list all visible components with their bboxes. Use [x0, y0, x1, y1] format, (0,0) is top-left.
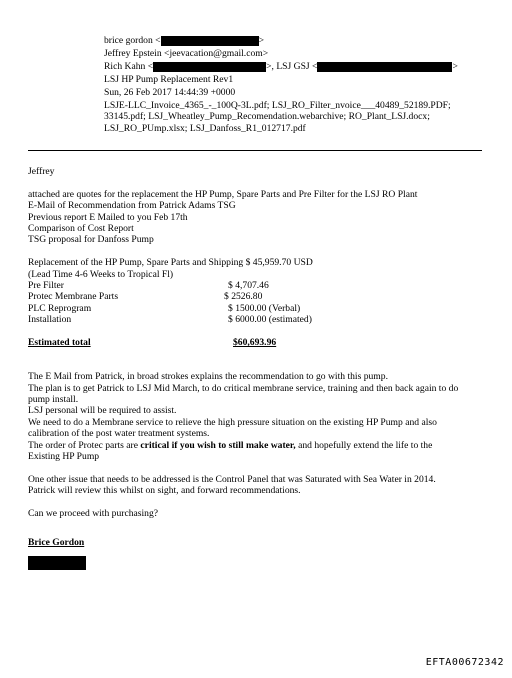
plan-line: pump install.	[28, 394, 79, 406]
question: Can we proceed with purchasing?	[28, 508, 159, 520]
estimated-total-label: Estimated total	[28, 337, 91, 349]
intro-line: Previous report E Mailed to you Feb 17th	[28, 211, 188, 223]
cost-amount: $ 1500.00 (Verbal)	[228, 302, 301, 314]
subject-value: LSJ HP Pump Replacement Rev1	[104, 74, 234, 85]
redaction-box	[161, 36, 259, 46]
control-line: Patrick will review this whilst on sight, and forward recommendations.	[28, 485, 301, 497]
control-line: One other issue that needs to be addressed is the Control Panel that was Saturated with Sea Water in 2014.	[28, 473, 436, 485]
from-value: brice gordon < >	[104, 35, 264, 46]
bates-number: EFTA00672342	[425, 656, 504, 668]
spacer	[28, 360, 498, 371]
cost-table	[28, 280, 498, 337]
order-line-2: Existing HP Pump	[28, 451, 100, 463]
cost-label: Pre Filter	[28, 280, 64, 292]
cost-row	[28, 280, 388, 291]
cc-value: Rich Kahn < >, LSJ GSJ < >	[104, 61, 458, 72]
cost-amount: $ 6000.00 (estimated)	[228, 314, 312, 326]
cost-label: PLC Reprogram	[28, 302, 92, 314]
attachment-line: 33145.pdf; LSJ_Wheatley_Pump_Recomendation.webarchive; RO_Plant_LSJ.docx;	[104, 111, 430, 123]
cost-label: Protec Membrane Parts	[28, 291, 119, 303]
estimated-total-amount: $60,693.96	[233, 337, 277, 349]
lead-time: (Lead Time 4-6 Weeks to Tropical Fl)	[28, 268, 174, 280]
redaction-box	[153, 62, 266, 72]
intro-paragraph	[28, 189, 498, 246]
email-body	[28, 166, 498, 570]
cost-row	[28, 291, 388, 302]
cost-section	[28, 257, 498, 348]
plan-paragraph	[28, 371, 498, 462]
plan-line: calibration of the post water treatment systems.	[28, 428, 210, 440]
redaction-box	[317, 62, 452, 72]
header-divider	[28, 150, 482, 151]
plan-line: We need to do a Membrane service to relieve the high pressure situation on the existing HP Pump and also	[28, 416, 437, 428]
intro-line: E-Mail of Recommendation from Patrick Adams TSG	[28, 200, 236, 212]
intro-line: TSG proposal for Danfoss Pump	[28, 234, 154, 246]
control-panel-paragraph	[28, 474, 498, 497]
signature-name: Brice Gordon	[28, 536, 85, 548]
greeting: Jeffrey	[28, 166, 55, 177]
intro-line: attached are quotes for the replacement the HP Pump, Spare Parts and Pre Filter for the LSJ RO Plant	[28, 188, 418, 200]
attachment-line: LSJ_RO_PUmp.xlsx; LSJ_Danfoss_R1_012717.pdf	[104, 122, 306, 134]
cost-amount: $ 2526.80	[224, 291, 263, 303]
cost-amount: $ 4,707.46	[228, 280, 269, 292]
estimated-total-row	[28, 337, 498, 348]
plan-line: LSJ personal will be required to assist.	[28, 405, 177, 417]
intro-line: Comparison of Cost Report	[28, 223, 134, 235]
order-emphasis: critical if you wish to still make water,	[140, 439, 296, 451]
cost-label: Installation	[28, 314, 72, 326]
redaction-box	[28, 556, 86, 570]
attachments-list	[104, 100, 504, 134]
plan-line: The E Mail from Patrick, in broad strokes explains the recommendation to go with this pump.	[28, 371, 388, 383]
to-value: Jeffrey Epstein <jeevacation@gmail.com>	[104, 48, 269, 59]
email-header	[0, 0, 512, 150]
cost-row	[28, 314, 388, 325]
order-line: The order of Protec parts are critical if you wish to still make water, and hopefully extend the life to the	[28, 439, 433, 451]
replacement-line: Replacement of the HP Pump, Spare Parts and Shipping $ 45,959.70 USD	[28, 257, 313, 269]
date-value: Sun, 26 Feb 2017 14:44:39 +0000	[104, 87, 236, 98]
cost-row	[28, 303, 388, 314]
attachment-line: LSJE-LLC_Invoice_4365_-_100Q-3L.pdf; LSJ_RO_Filter_nvoice___40489_52189.PDF;	[104, 100, 451, 111]
plan-line: The plan is to get Patrick to LSJ Mid March, to do critical membrane service, training and then back again to do	[28, 382, 459, 394]
